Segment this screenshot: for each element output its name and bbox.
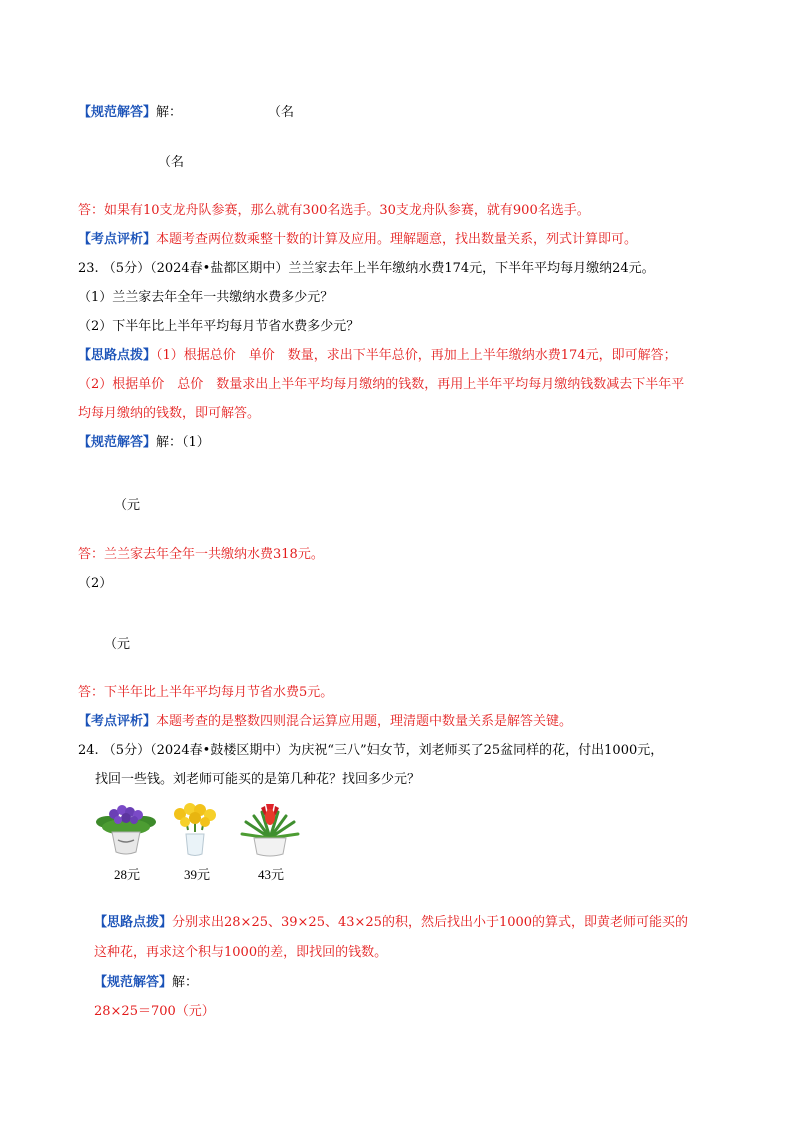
solution-tag: 【规范解答】 xyxy=(78,105,157,120)
question-24-stem: 找回一些钱。刘老师可能买的是第几种花？找回多少元？ xyxy=(95,772,421,787)
hint-line: 均每月缴纳的钱数，即可解答。 xyxy=(78,406,261,421)
analysis-text: 本题考查的是整数四则混合运算应用题，理清题中数量关系是解答关键。 xyxy=(156,714,573,729)
question-23-sub1: （1）兰兰家去年全年一共缴纳水费多少元？ xyxy=(78,290,334,305)
question-23-sub2: （2）下半年比上半年平均每月节省水费多少元？ xyxy=(78,319,360,334)
solution-line xyxy=(78,434,210,452)
unit-label: （名 xyxy=(268,105,295,120)
flower-violet-image xyxy=(88,800,164,858)
hint-text: （1）根据总价 单价 数量，求出下半年总价，再加上上半年缴纳水费174元，即可解答； xyxy=(156,348,677,363)
solution-tag: 【规范解答】 xyxy=(94,975,173,990)
hint-tag: 【思路点拨】 xyxy=(78,348,157,363)
price-label: 43元 xyxy=(258,867,285,882)
part-label: （2） xyxy=(78,576,113,591)
question-23-stem: 23. （5分）（2024春•盐都区期中）兰兰家去年上半年缴纳水费174元，下半年平均每月缴纳24元。 xyxy=(78,261,655,276)
hint-line xyxy=(94,914,688,932)
price-label: 28元 xyxy=(114,867,141,882)
unit-label: （元 xyxy=(114,498,141,513)
solution-tag: 【规范解答】 xyxy=(78,435,157,450)
question-24-stem: 24. （5分）（2024春•鼓楼区期中）为庆祝“三八”妇女节，刘老师买了25盆同样的花，付出1000元， xyxy=(78,743,664,758)
answer-line: 答：兰兰家去年全年一共缴纳水费318元。 xyxy=(78,547,324,562)
hint-tag: 【思路点拨】 xyxy=(94,915,173,930)
solution-label: 解：（1） xyxy=(156,435,210,450)
analysis-tag: 【考点评析】 xyxy=(78,714,157,729)
flower-red-image xyxy=(232,800,308,858)
answer-line: 答：下半年比上半年平均每月节省水费5元。 xyxy=(78,685,334,700)
hint-line xyxy=(78,347,677,365)
analysis-text: 本题考查两位数乘整十数的计算及应用。理解题意，找出数量关系，列式计算即可。 xyxy=(156,232,638,247)
solution-label: 解： xyxy=(156,105,183,120)
hint-line: （2）根据单价 总价 数量求出上半年平均每月缴纳的钱数，再用上半年平均每月缴纳钱数减去下半年平 xyxy=(78,377,685,392)
flower-yellow-image xyxy=(166,800,224,858)
hint-text: 分别求出28×25、39×25、43×25的积，然后找出小于1000的算式，即黄老师可能买的 xyxy=(172,915,689,930)
calculation-line: 28×25＝700（元） xyxy=(94,1004,215,1019)
price-label: 39元 xyxy=(184,867,211,882)
solution-line xyxy=(78,104,182,122)
hint-line: 这种花，再求这个积与1000的差，即找回的钱数。 xyxy=(94,945,388,960)
answer-line: 答：如果有10支龙舟队参赛，那么就有300名选手。30支龙舟队参赛，就有900名选手。 xyxy=(78,203,590,218)
analysis-tag: 【考点评析】 xyxy=(78,232,157,247)
solution-label: 解： xyxy=(172,975,199,990)
analysis-line xyxy=(78,231,637,249)
unit-label: （元 xyxy=(104,637,131,652)
unit-label: （名 xyxy=(158,155,185,170)
analysis-line xyxy=(78,713,572,731)
solution-line xyxy=(94,974,198,992)
